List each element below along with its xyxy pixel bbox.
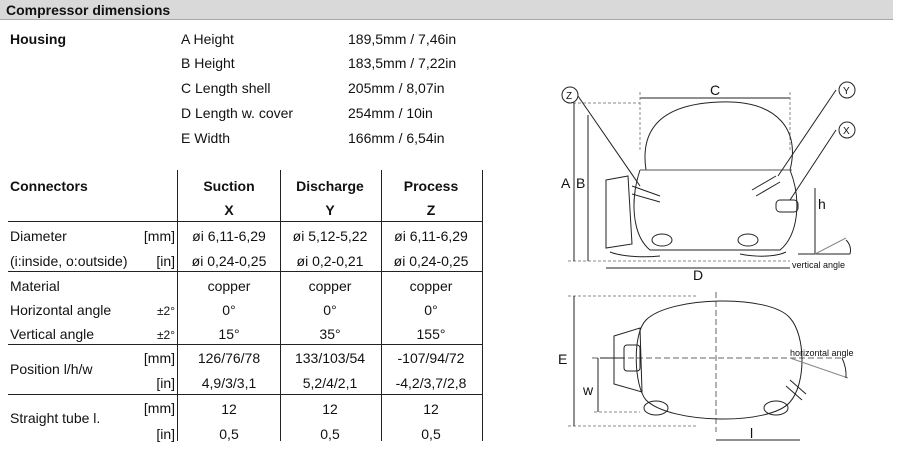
housing-d-name: D Length w. cover [181,105,294,121]
row-straight-tube-label: Straight tube l. [10,410,101,426]
row-vertical-angle-label: Vertical angle [10,326,95,342]
leader-z [578,96,640,186]
housing-c-value: 205mm / 8,07in [348,80,445,96]
cell: 5,2/4/2,1 [302,375,358,391]
row-material-label: Material [10,278,60,294]
row-straight-tube-in-unit: [in] [156,426,175,442]
row-horizontal-angle-label: Horizontal angle [10,302,112,318]
housing-a-name: A Height [181,31,234,47]
cell: 0° [222,302,236,318]
cell: 0,5 [219,426,239,442]
row-diameter-label: Diameter [10,228,67,244]
housing-d-value: 254mm / 10in [348,105,433,121]
cell: copper [409,278,453,294]
cell: -107/94/72 [397,350,465,366]
housing-c-name: C Length shell [181,80,271,96]
label-l: l [750,425,754,441]
cell: 133/103/54 [294,350,366,366]
section-title: Compressor dimensions [6,2,171,18]
cell: øi 6,11-6,29 [192,228,266,244]
col-process-letter: Z [426,202,436,218]
row-position-mm-unit: [mm] [143,350,175,366]
electrical-box [606,176,632,248]
cell: 0,5 [320,426,340,442]
compressor-dome [645,102,792,170]
row-straight-tube-mm-unit: [mm] [143,400,175,416]
label-e: E [558,351,568,367]
label-x: X [843,126,850,137]
cell: 0° [323,302,337,318]
row-diameter-in-unit: [in] [156,253,175,269]
vertical-angle-arc [846,240,851,254]
row-vertical-angle-unit: ±2° [156,328,175,342]
label-b: B [576,175,586,191]
housing-b-value: 183,5mm / 7,22in [348,55,457,71]
top-foot-right [764,401,788,415]
col-discharge: Discharge [296,178,364,194]
top-view [568,292,848,440]
row-diameter-note: (i:inside, o:outside) [10,253,128,269]
row-position-in-unit: [in] [156,375,175,391]
label-w: w [583,382,594,398]
top-foot-left [644,401,668,415]
cell: øi 6,11-6,29 [394,228,468,244]
horizontal-angle-ray [790,358,848,378]
cell: øi 0,24-0,25 [393,253,469,269]
col-suction: Suction [203,178,255,194]
label-c: C [710,82,721,98]
leader-x [790,130,836,200]
tube-y [752,176,780,196]
cell: -4,2/3,7/2,8 [395,375,467,391]
cell: copper [308,278,352,294]
top-tube [786,380,806,400]
row-position-label: Position l/h/w [10,361,93,377]
cell: øi 0,2-0,21 [296,253,364,269]
tube-x [776,200,798,212]
label-d: D [693,267,704,283]
cell: 12 [322,401,338,417]
cell: 35° [319,326,341,342]
cell: 0,5 [421,426,441,442]
foot-left [610,252,660,257]
housing-a-value: 189,5mm / 7,46in [348,31,457,47]
row-diameter-unit: [mm] [143,228,175,244]
col-process: Process [403,178,459,194]
cell: 12 [423,401,439,417]
row-horizontal-angle-unit: ±2° [156,304,175,318]
cell: 126/76/78 [197,350,261,366]
vertical-angle-ray [815,238,846,254]
cell: 15° [218,326,240,342]
cell: 0° [424,302,438,318]
label-h: h [818,196,826,212]
foot-right [740,252,786,256]
grommet-left [652,234,672,246]
cell: 4,9/3/3,1 [201,375,257,391]
horizontal-angle-arc [842,358,846,378]
col-suction-letter: X [224,202,234,218]
label-a: A [561,175,571,191]
housing-e-value: 166mm / 6,54in [348,130,445,146]
housing-e-name: E Width [181,130,231,146]
cell: 12 [221,401,237,417]
cell: copper [207,278,251,294]
side-view [562,82,855,268]
tube-z [632,186,660,202]
housing-label: Housing [10,31,66,47]
label-z: Z [566,91,573,102]
cell: øi 5,12-5,22 [292,228,368,244]
label-y: Y [843,86,850,97]
leader-y [778,90,836,176]
cell: 155° [416,326,446,342]
cell: øi 0,24-0,25 [191,253,267,269]
housing-b-name: B Height [181,55,235,71]
horizontal-angle-note: horizontal angle [790,348,854,358]
vertical-angle-note: vertical angle [792,260,846,270]
grommet-right [738,234,758,246]
col-discharge-letter: Y [325,202,335,218]
connectors-header: Connectors [10,178,88,194]
compressor-body [634,170,797,250]
